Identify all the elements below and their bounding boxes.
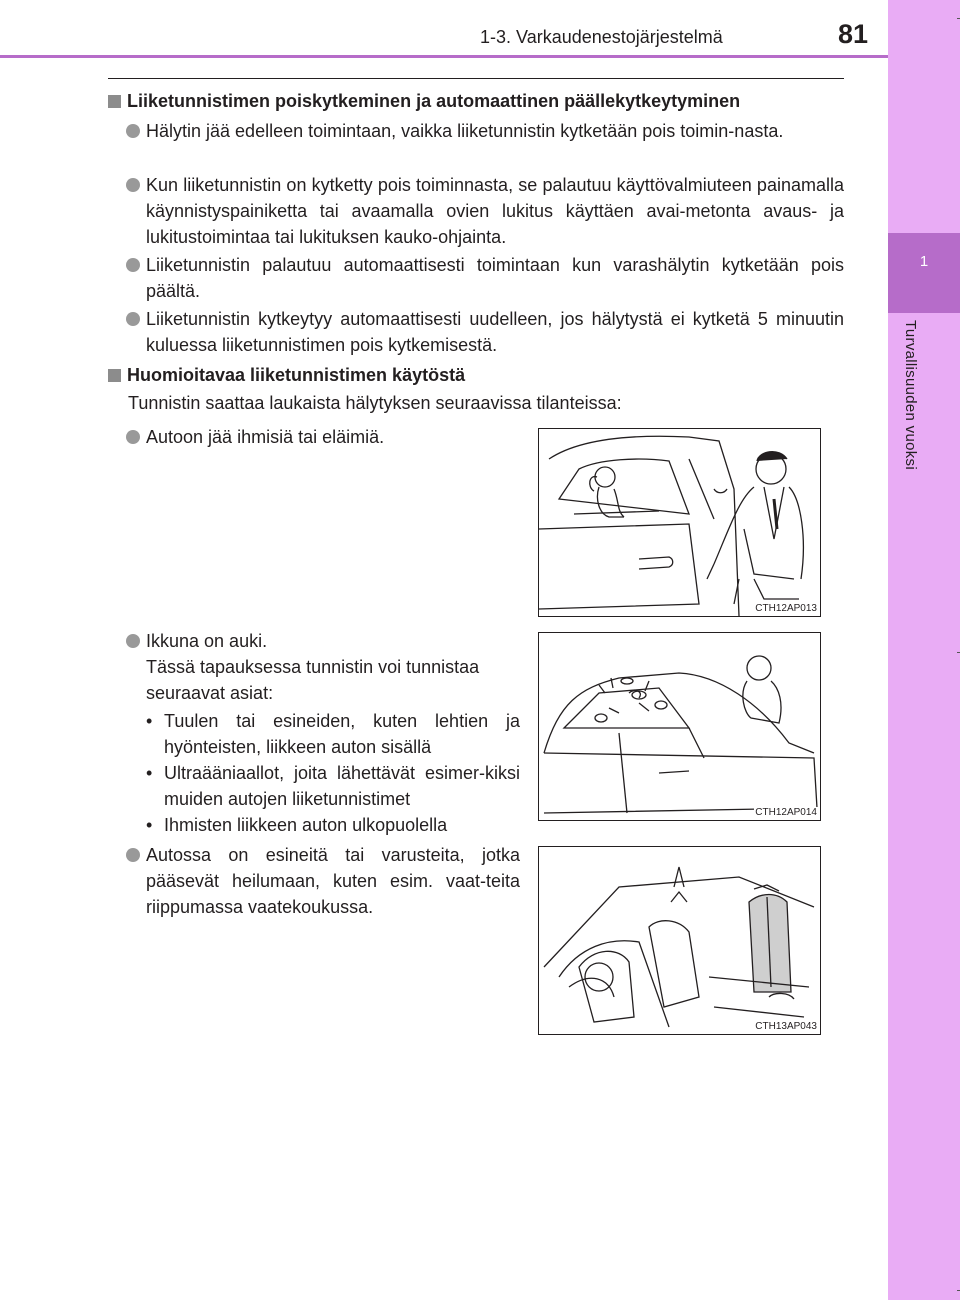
sub-list-item [146,760,520,812]
dot-marker: • [146,711,153,731]
round-bullet-icon [126,430,140,444]
section-heading [108,88,740,114]
chapter-title [895,320,925,620]
sub-list-item-text: Tuulen tai esineiden, kuten lehtien ja hyönteisten, liikkeen auton sisällä [164,711,520,757]
figure-code: CTH13AP043 [755,1021,817,1032]
interior-jacket-illustration [539,847,820,1034]
chapter-title-text: Turvallisuuden vuoksi [902,320,919,470]
list-item-text: Liiketunnistin palautuu automaattisesti toimintaan kun varashälytin kytketään pois päältä. [146,255,844,301]
square-bullet-icon [108,369,121,382]
section-heading-text: Huomioitavaa liiketunnistimen käytöstä [127,365,466,385]
list-item [126,424,520,450]
list-item [126,172,844,250]
sub-list-item [146,708,520,760]
header-rule [0,55,888,58]
square-bullet-icon [108,95,121,108]
sub-list-item-text: Ultraääniaallot, joita lähettävät esimer-kiksi muiden autojen liiketunnistimet [164,763,520,809]
list-item [126,306,844,358]
content-divider [108,78,844,79]
figure-code: CTH12AP013 [755,603,817,614]
list-item-text: Autoon jää ihmisiä tai eläimiä. [146,427,385,447]
round-bullet-icon [126,848,140,862]
dot-marker: • [146,815,153,835]
list-item [126,842,520,920]
sub-list-item [146,812,520,838]
dot-marker: • [146,763,153,783]
chapter-tab[interactable] [888,233,960,313]
round-bullet-icon [126,312,140,326]
list-item-text: Ikkuna on auki. [146,631,268,651]
page-number: 81 [838,19,869,49]
section-intro: Tunnistin saattaa laukaista hälytyksen seuraavissa tilanteissa: [128,393,622,413]
running-header: 1-3. Varkaudenestojärjestelmä [480,27,723,47]
list-item [126,628,520,654]
round-bullet-icon [126,634,140,648]
list-item-text: Autossa on esineitä tai varusteita, jotka pääsevät heilumaan, kuten esim. vaat-teita riippumassa vaatekoukussa. [146,845,520,917]
list-item [126,118,844,144]
list-item-detail: Tässä tapauksessa tunnistin voi tunnistaa seuraavat asiat: [146,657,480,703]
figure-jacket-hook [538,846,821,1035]
figure-open-window [538,632,821,821]
list-item-text: Hälytin jää edelleen toimintaan, vaikka liiketunnistin kytketään pois toimin-nasta. [146,121,784,141]
list-item-text: Liiketunnistin kytkeytyy automaattisesti uudelleen, jos hälytystä ei kytketä 5 minuutin kuluessa liiketunnistimen pois kytkemisestä. [146,309,844,355]
round-bullet-icon [126,258,140,272]
open-window-illustration [539,633,820,820]
car-dog-illustration [539,429,820,616]
section-heading-text: Liiketunnistimen poiskytkeminen ja automaattinen päällekytkeytyminen [127,91,741,111]
section-heading [108,362,465,388]
chapter-number: 1 [919,253,929,270]
round-bullet-icon [126,124,140,138]
list-item-text: Kun liiketunnistin on kytketty pois toiminnasta, se palautuu käyttövalmiuteen painamalla käynnistyspainiketta tai avaamalla ovien lukitus käyttäen avai-metonta avaus- ja lukitustoimintaa tai lukituksen kauko-ohjainta. [146,175,844,247]
round-bullet-icon [126,178,140,192]
chapter-sidebar [888,0,960,1300]
list-item [126,252,844,304]
sub-list-item-text: Ihmisten liikkeen auton ulkopuolella [164,815,448,835]
figure-dog-in-car [538,428,821,617]
figure-code: CTH12AP014 [755,807,817,818]
